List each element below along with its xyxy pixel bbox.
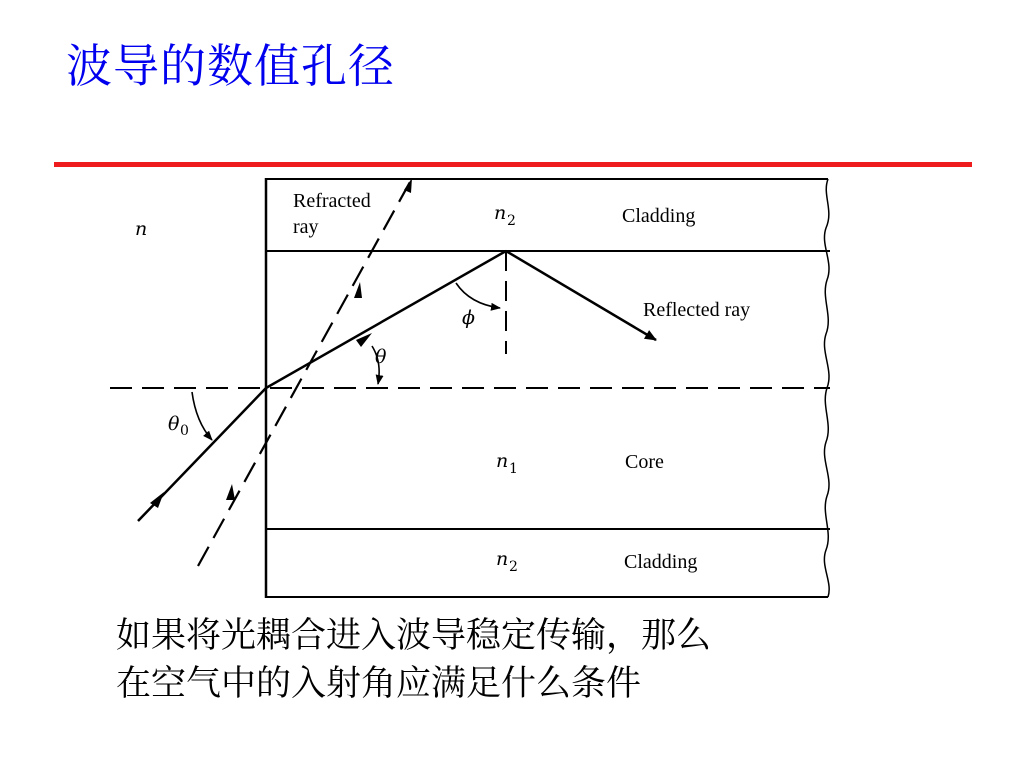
reflected-ray: [506, 251, 656, 340]
core-index-sub: 1: [509, 461, 518, 477]
refracted-ray-label-2: ray: [293, 216, 319, 238]
question-line-2: 在空气中的入射角应满足什么条件: [116, 664, 642, 704]
core-label: Core: [625, 451, 664, 473]
bottom-cladding-index: n: [496, 548, 509, 570]
theta0-label-sub: 0: [180, 423, 189, 439]
bottom-cladding-index-sub: 2: [509, 559, 518, 575]
reflected-ray-label: Reflected ray: [643, 299, 751, 321]
core-index: n: [496, 450, 509, 472]
bottom-cladding-label: Cladding: [624, 551, 698, 573]
phi-arc: [456, 283, 500, 308]
question-text: [116, 612, 916, 708]
phi-label: ϕ: [462, 307, 475, 329]
top-cladding-index: n: [494, 202, 507, 224]
waveguide-structure: [110, 178, 830, 598]
theta0-arc: [192, 392, 212, 440]
slide-title: 波导的数值孔径: [66, 39, 395, 93]
guided-ray: [138, 251, 656, 521]
theta-label: θ: [375, 346, 387, 368]
refracted-ray-label-1: Refracted: [293, 190, 371, 212]
top-cladding-label: Cladding: [622, 205, 696, 227]
theta0-label: θ: [168, 413, 180, 435]
top-cladding-index-sub: 2: [507, 213, 516, 229]
question-line-1: 如果将光耦合进入波导稳定传输，那么: [116, 616, 712, 656]
outer-medium-index: n: [135, 218, 148, 240]
